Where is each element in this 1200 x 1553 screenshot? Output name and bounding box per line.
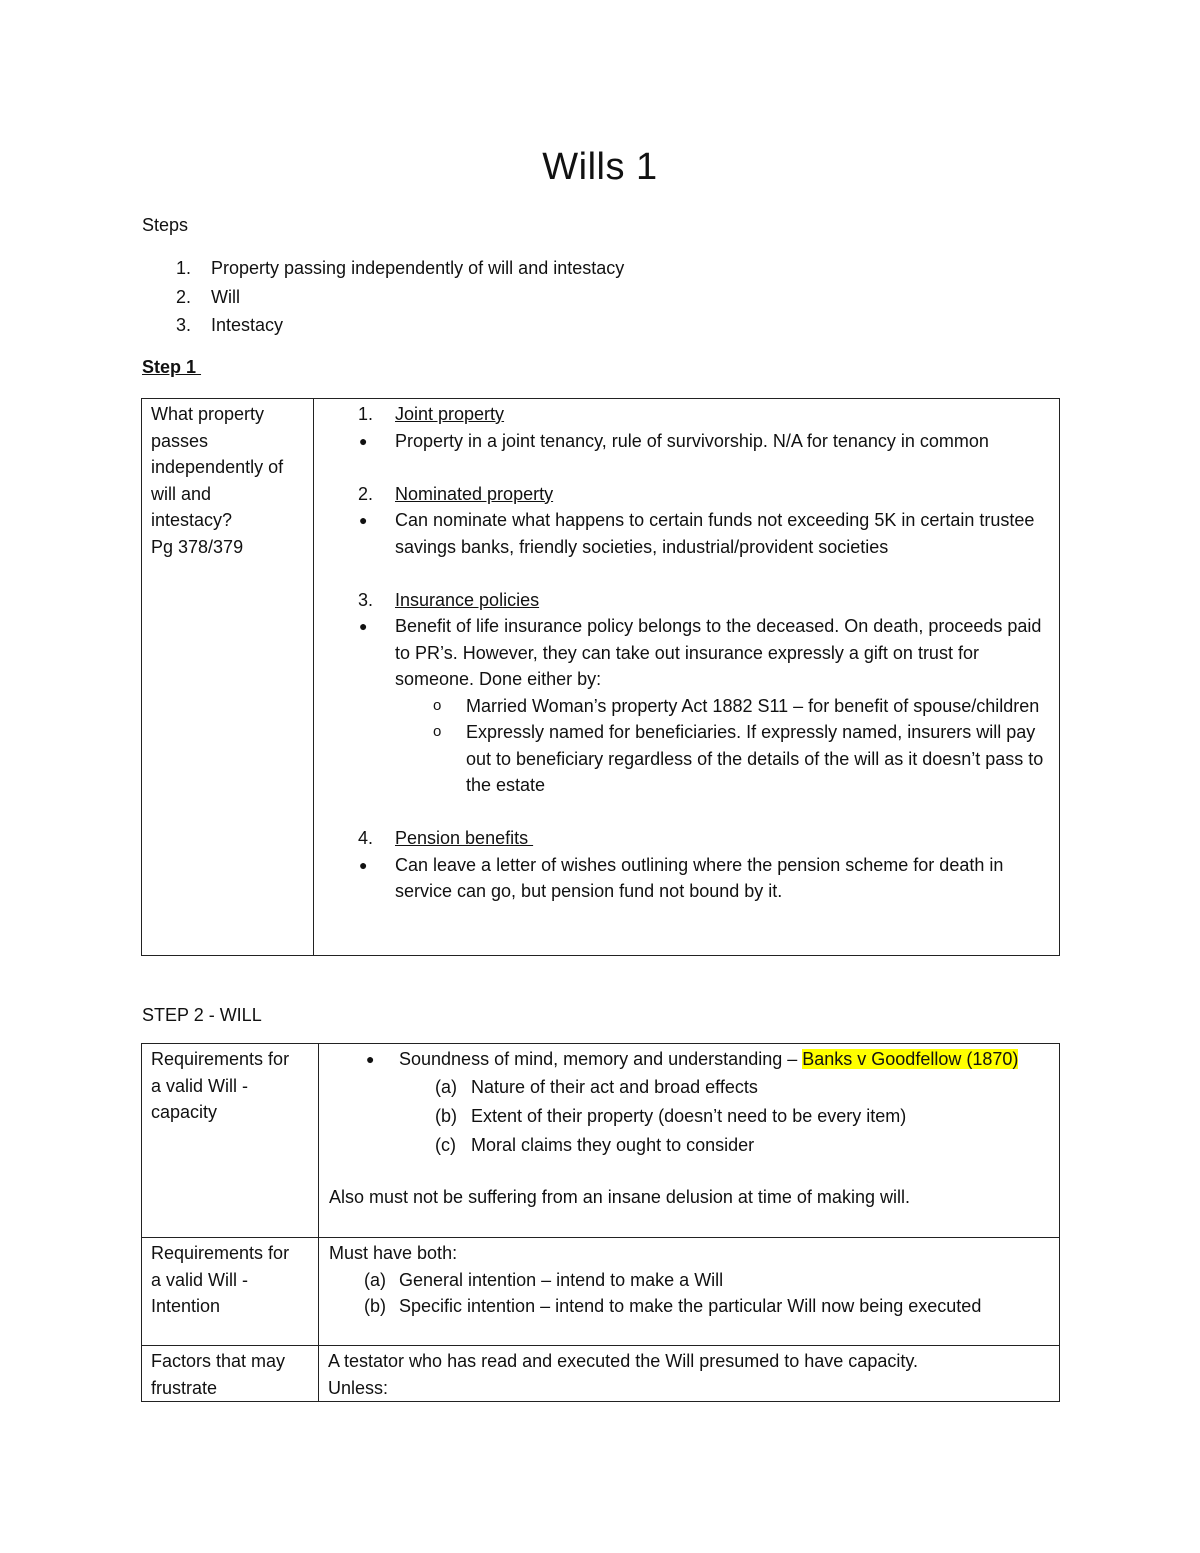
step2-table <box>141 1043 1060 1402</box>
item-number: 4. <box>358 828 374 848</box>
bullet-icon: ● <box>359 618 368 634</box>
cell-line: passes <box>151 430 209 451</box>
cell-line: Requirements for <box>151 1049 290 1069</box>
numbered-heading <box>314 401 1049 428</box>
cell-line: Pg 378/379 <box>151 536 244 557</box>
item-number: 2. <box>358 483 374 504</box>
item-heading: Insurance policies <box>395 589 540 610</box>
numbered-heading <box>314 481 1049 508</box>
item-marker: (c) <box>435 1135 456 1155</box>
bullet-text: Can nominate what happens to certain funds not exceeding 5K in certain trustee savings banks, friendly societies, industrial/provident societies <box>395 510 1035 557</box>
bullet-text: Can leave a letter of wishes outlining where the pension scheme for death in service can go, but pension fund not bound by it. <box>395 854 1004 901</box>
steps-label: Steps <box>142 215 189 235</box>
cell-line: Requirements for <box>151 1243 290 1263</box>
sub-bullet-item <box>314 693 1049 720</box>
item-number: 1. <box>358 404 374 424</box>
list-number: 1. <box>176 258 192 278</box>
bullet-item <box>314 852 1049 905</box>
table-cell-answer <box>314 399 1060 956</box>
alpha-item <box>319 1267 1049 1294</box>
item-text: Nature of their act and broad effects <box>471 1077 758 1097</box>
table-cell-question <box>142 399 314 956</box>
cell-line: Unless: <box>328 1377 389 1398</box>
cell-line: capacity <box>151 1102 218 1122</box>
cell-line: Intention <box>151 1296 221 1316</box>
bullet-icon: ● <box>359 856 368 873</box>
bullet-item <box>314 507 1049 560</box>
table-cell-content <box>319 1346 1060 1402</box>
bullet-icon: ● <box>359 512 368 528</box>
bullet-item <box>314 613 1049 693</box>
table-row <box>142 1346 1060 1402</box>
cell-footer-text: Also must not be suffering from an insane delusion at time of making will. <box>329 1187 910 1207</box>
table-cell-label <box>142 1346 319 1402</box>
cell-line: will and <box>151 483 212 504</box>
cell-line: A testator who has read and executed the Will presumed to have capacity. <box>328 1351 919 1371</box>
sub-bullet-text: Expressly named for beneficiaries. If expressly named, insurers will pay out to beneficiary regardless of the details of the will as it doesn’t pass to the estate <box>466 722 1044 795</box>
cell-line: Factors that may <box>151 1351 286 1371</box>
bullet-item <box>319 1046 1049 1073</box>
list-number: 2. <box>176 286 192 307</box>
sub-bullet-text: Married Woman’s property Act 1882 S11 – for benefit of spouse/children <box>466 695 1040 716</box>
table-cell-content <box>319 1044 1060 1238</box>
cell-line: a valid Will - <box>151 1075 249 1096</box>
step2-heading: STEP 2 - WILL <box>142 1005 262 1025</box>
cell-line: independently of <box>151 457 284 477</box>
table-cell-label <box>142 1044 319 1238</box>
item-marker: (b) <box>435 1106 457 1126</box>
alpha-item <box>319 1073 1049 1102</box>
item-marker: (b) <box>364 1296 386 1316</box>
table-cell-label <box>142 1238 319 1346</box>
item-text: Extent of their property (doesn’t need to be every item) <box>471 1106 907 1126</box>
bullet-icon: ● <box>359 432 368 449</box>
bullet-text: Benefit of life insurance policy belongs to the deceased. On death, proceeds paid to PR’s. However, they can take out insurance expressly a gift on trust for someone. Done either by: <box>395 616 1042 689</box>
item-text: Moral claims they ought to consider <box>471 1135 755 1155</box>
numbered-heading <box>314 825 1049 852</box>
alpha-item <box>319 1293 1049 1320</box>
step1-heading: Step 1 <box>142 357 202 377</box>
list-text: Property passing independently of will and intestacy <box>211 258 625 278</box>
alpha-item <box>319 1102 1049 1131</box>
table-row <box>142 399 1060 956</box>
bullet-text: Soundness of mind, memory and understanding – <box>399 1049 803 1069</box>
item-heading: Nominated property <box>395 483 554 504</box>
document-title: Wills 1 <box>542 146 658 188</box>
list-text: Intestacy <box>211 315 284 335</box>
bullet-text: Property in a joint tenancy, rule of survivorship. N/A for tenancy in common <box>395 430 989 451</box>
sub-bullet-item <box>314 719 1049 799</box>
table-row <box>142 1238 1060 1346</box>
cell-line: What property <box>151 404 265 424</box>
item-text: Specific intention – intend to make the particular Will now being executed <box>399 1296 982 1316</box>
item-heading: Pension benefits <box>395 828 534 848</box>
item-heading: Joint property <box>395 404 505 424</box>
numbered-heading <box>314 587 1049 614</box>
bullet-icon: ● <box>366 1051 375 1067</box>
cell-line: frustrate <box>151 1377 218 1398</box>
cell-line: intestacy? <box>151 510 233 530</box>
item-marker: (a) <box>435 1077 457 1097</box>
case-citation-highlight: Banks v Goodfellow (1870) <box>802 1049 1019 1069</box>
alpha-item <box>319 1131 1049 1160</box>
item-marker: (a) <box>364 1269 386 1290</box>
item-number: 3. <box>358 589 374 610</box>
step1-table <box>141 398 1060 956</box>
list-text: Will <box>211 286 240 307</box>
item-text: General intention – intend to make a Will <box>399 1269 724 1290</box>
cell-line: a valid Will - <box>151 1269 249 1290</box>
circle-bullet-icon: o <box>433 696 442 714</box>
circle-bullet-icon: o <box>433 723 442 740</box>
table-cell-content <box>319 1238 1060 1346</box>
list-number: 3. <box>176 315 192 335</box>
cell-intro-text: Must have both: <box>329 1243 458 1263</box>
bullet-item <box>314 428 1049 455</box>
table-row <box>142 1044 1060 1238</box>
